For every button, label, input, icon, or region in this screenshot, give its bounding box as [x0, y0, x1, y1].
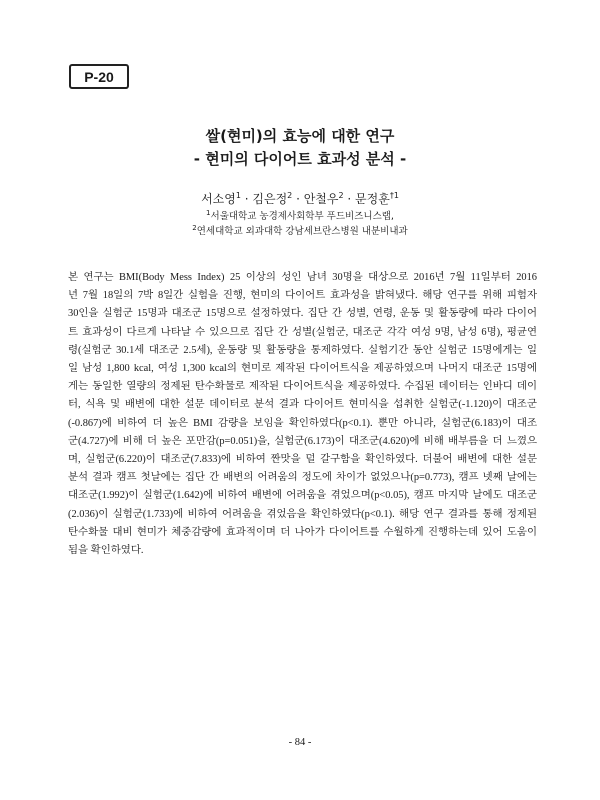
author-mark: 1: [235, 191, 241, 200]
abstract-line: 군(4.727)에 비해 더 높은 포만감(p=0.051)을, 실험군(6.173)이 대조군(4.620)에 비해 배부름을 더 느꼈으: [68, 435, 537, 447]
author-list: [0, 190, 600, 207]
abstract-line: (2.036)이 실험군(1.733)에 비하여 어려움을 겪었음을 확인하였다(p<0.1). 해당 연구 결과를 통해 정제된: [68, 508, 537, 520]
abstract-line: 분석 결과 캠프 첫날에는 집단 간 배변의 어려움의 정도에 차이가 없었으나(p=0.773), 캠프 넷째 날에는: [68, 472, 537, 484]
abstract-line: 탄수화물 대비 현미가 체중감량에 효과적이며 더 나아가 다이어트를 수월하게 진행하는데 있어 도움이: [68, 526, 537, 538]
affiliation-line: [0, 210, 600, 225]
page-number: - 84 -: [288, 737, 312, 748]
abstract-line: (-0.867)에 비하여 더 높은 BMI 감량을 보임을 확인하였다(p<0.1). 뿐만 아니라, 실험군(6.183)이 대조: [68, 417, 537, 429]
affiliation-text: 서울대학교 농경제사회학부 푸드비즈니스랩,: [210, 211, 394, 222]
author-separator: ·: [292, 192, 304, 206]
poster-number-badge: P-20: [69, 64, 129, 89]
affiliation-mark: 2: [192, 223, 197, 232]
affiliation-line: [0, 225, 600, 240]
author-name: 김은정: [252, 192, 288, 206]
abstract-body: [68, 269, 537, 560]
title-line-1: 쌀(현미)의 효능에 대한 연구: [205, 127, 395, 145]
abstract-line: 터, 식욕 및 배변에 대한 설문 데이터로 분석 결과 다이어트 현미식을 섭취한 실험군(-1.120)이 대조군: [68, 399, 537, 411]
abstract-line: 본 연구는 BMI(Body Mess Index) 25 이상의 성인 남녀 30명을 대상으로 2016년 7월 11일부터 2016: [68, 272, 537, 283]
abstract-line: 트 효과성이 다르게 나타날 수 있으므로 집단 간 성별(실험군, 대조군 각각 여성 9명, 남성 6명), 평균연: [68, 326, 537, 338]
author-mark: 2: [287, 191, 293, 200]
author-name: 서소영: [201, 192, 236, 206]
abstract-line: 게는 동일한 열량의 정제된 탄수화물로 제작된 다이어트식을 제공하였다. 수집된 데이터는 인바디 데이: [68, 381, 537, 393]
author-name: 안철우: [303, 192, 339, 206]
author-separator: ·: [240, 192, 253, 206]
abstract-line: 됨을 확인하였다.: [68, 545, 144, 557]
author-name: 문정훈: [355, 192, 390, 206]
abstract-line: 령(실험군 30.1세 대조군 2.5세), 운동량 및 활동량을 통제하였다. 실험기간 동안 실험군 15명에게는 일: [68, 344, 537, 356]
abstract-line: 대조군(1.992)이 실험군(1.642)에 비하여 배변에 어려움을 겪었으며(p<0.05), 캠프 마지막 날에도 대조군: [68, 490, 537, 502]
abstract-line: 며, 실험군(6.220)이 대조군(7.833)에 비하여 짠맛을 덜 갈구함을 확인하였다. 더불어 배변에 대한 설문: [68, 454, 537, 466]
title-line-2: - 현미의 다이어트 효과성 분석 -: [193, 150, 407, 168]
paper-title: [0, 125, 600, 171]
author-separator: ·: [343, 192, 356, 206]
affiliations: [0, 210, 600, 239]
abstract-line: 30인을 실험군 15명과 대조군 15명으로 설정하였다. 집단 간 성별, 연령, 운동 및 활동량에 따라 다이어: [68, 308, 537, 320]
affiliation-text: 연세대학교 외과대학 강남세브란스병원 내분비내과: [196, 225, 408, 237]
abstract-line: 일 남성 1,800 kcal, 여성 1,300 kcal의 현미로 제작된 다이어트식을 제공하였으며 나머지 대조군 15명에: [68, 363, 537, 375]
abstract-line: 년 7월 18일의 7박 8일간 실험을 진행, 현미의 다이어트 효과성을 밝혀냈다. 해당 연구를 위해 피험자: [68, 290, 537, 302]
author-mark: †1: [389, 191, 399, 200]
author-mark: 2: [338, 191, 344, 200]
affiliation-mark: 1: [206, 208, 211, 217]
